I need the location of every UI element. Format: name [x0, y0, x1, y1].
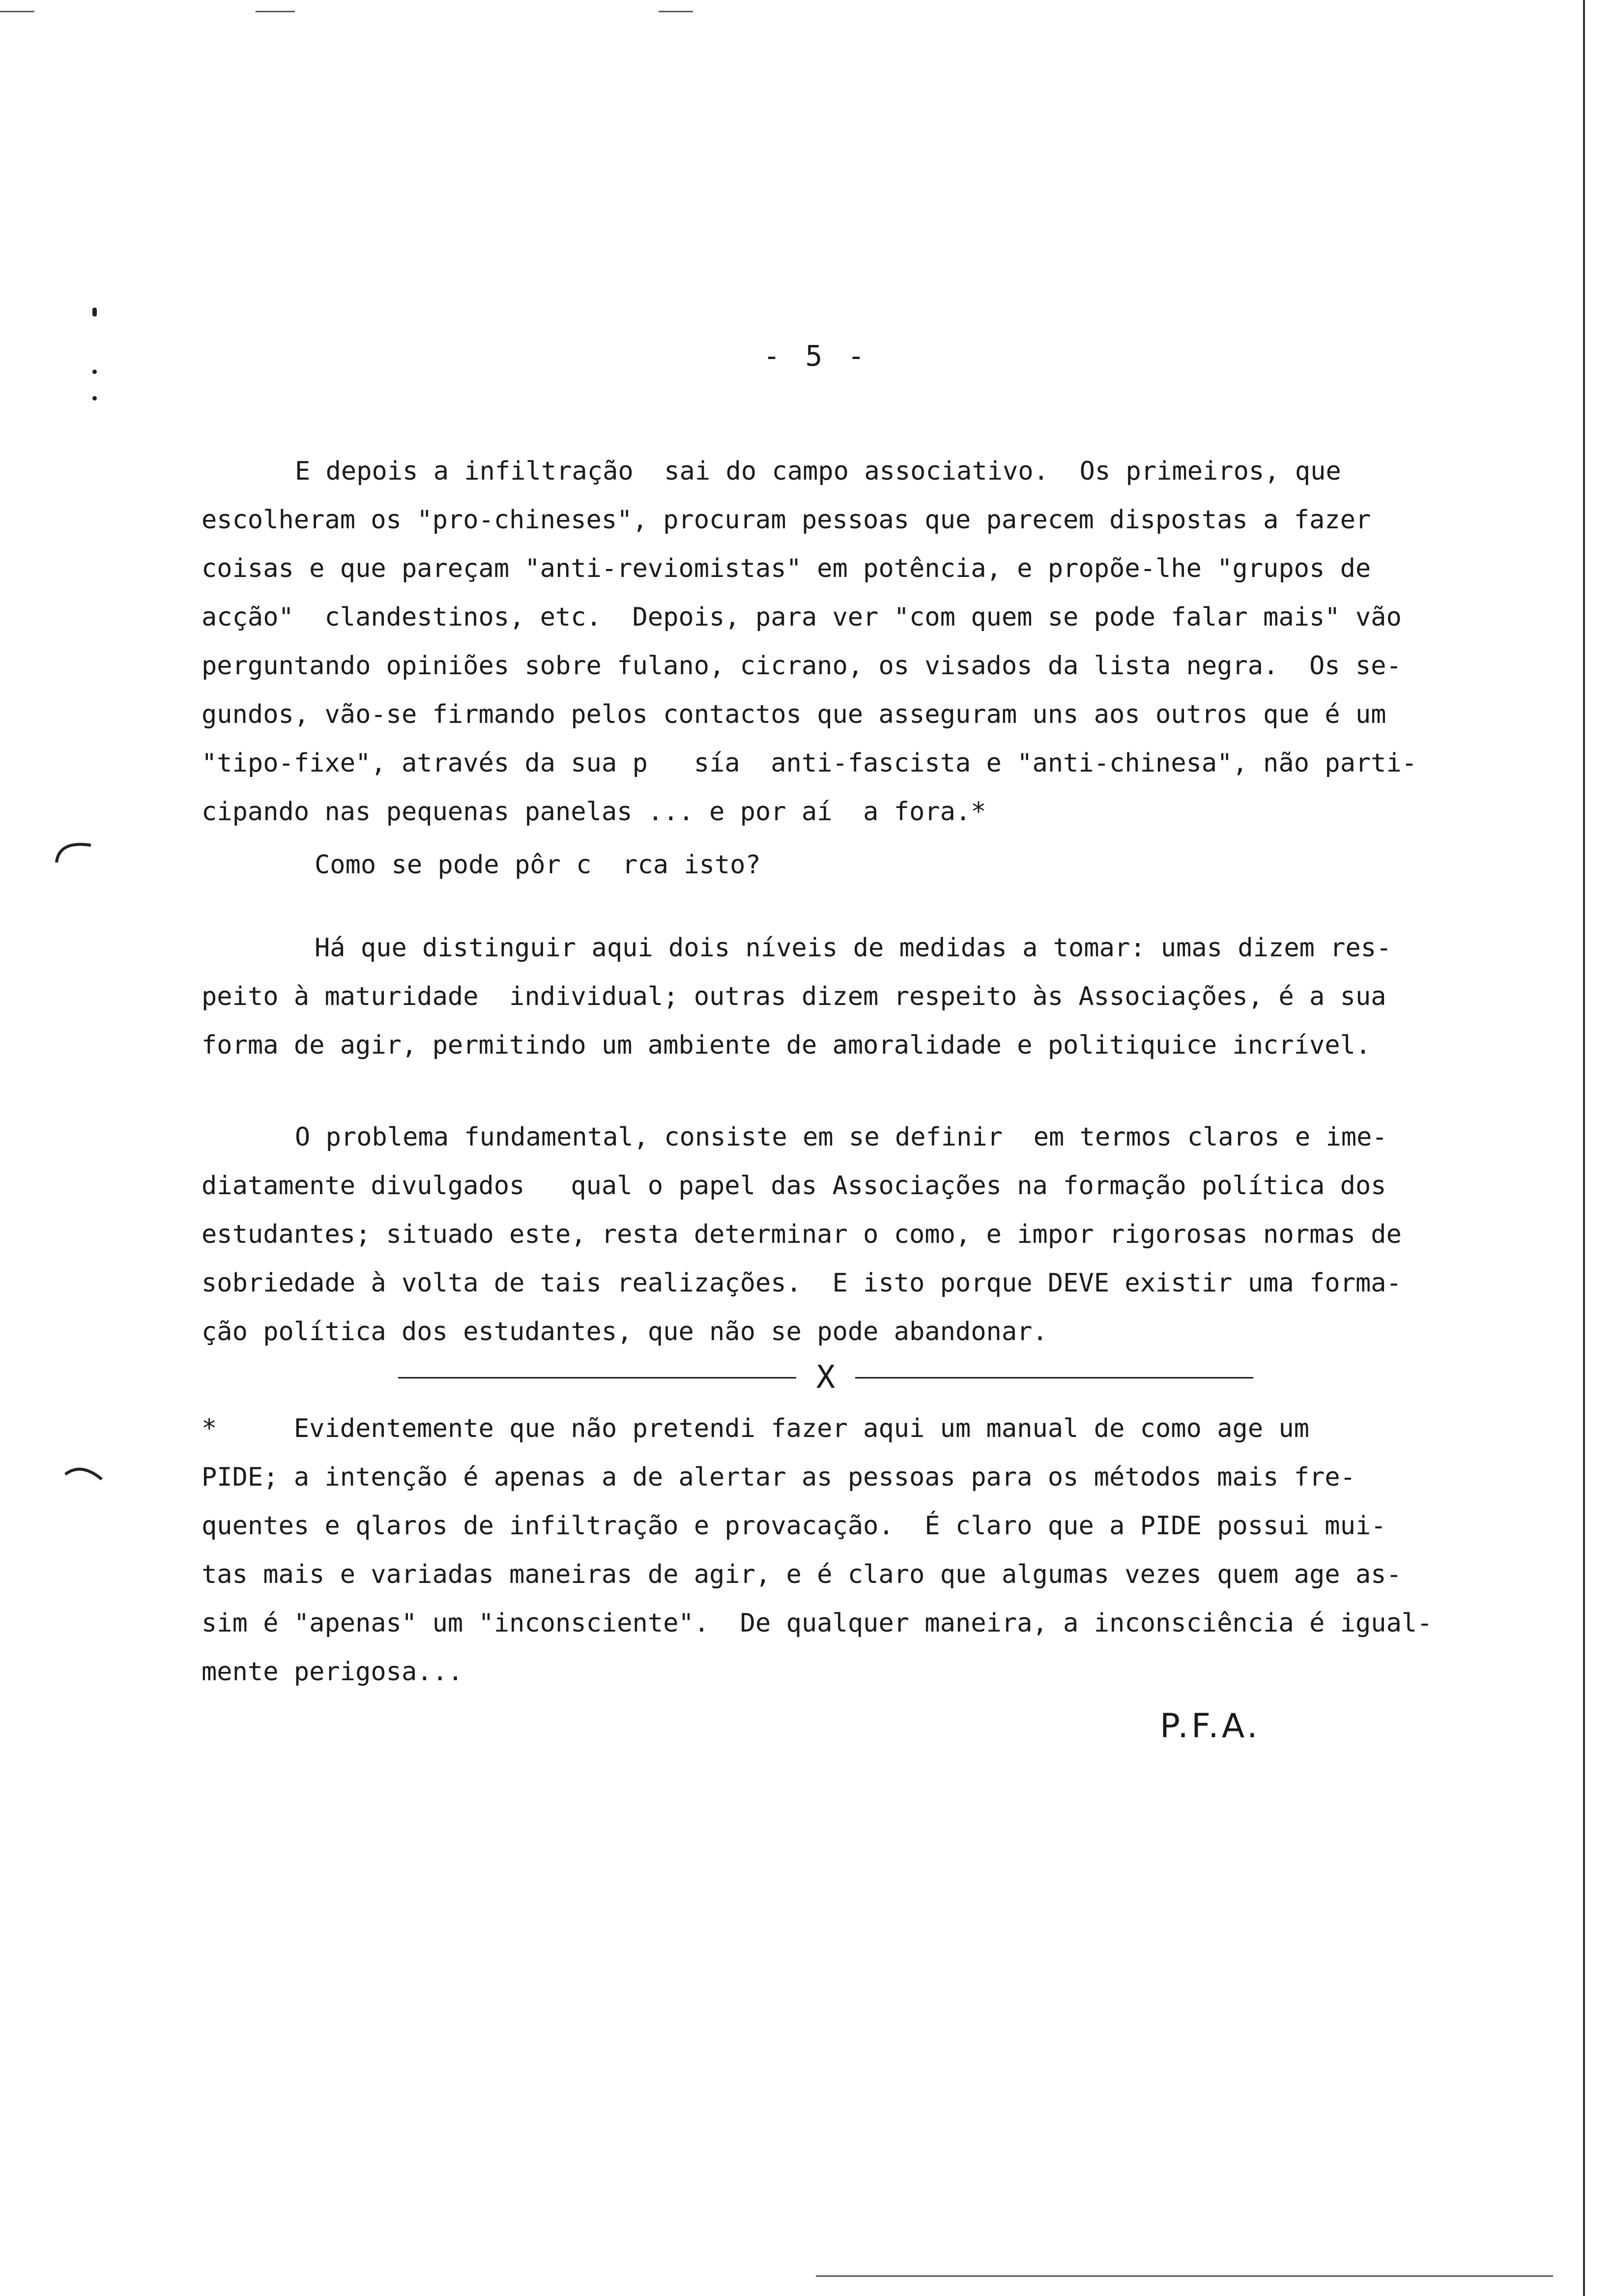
- text-line: peito à maturidade individual; outras dizem respeito às Associações, é a sua: [202, 982, 1386, 1011]
- text-line: Há que distinguir aqui dois níveis de medidas a tomar: umas dizem res-: [315, 933, 1392, 963]
- text-line: acção" clandestinos, etc. Depois, para ver "com quem se pode falar mais" vão: [202, 603, 1402, 632]
- margin-arc-mark: [52, 835, 96, 865]
- signature-text: P.F.A.: [1160, 1707, 1261, 1746]
- footnote-line: PIDE; a intenção é apenas a de alertar as pessoas para os métodos mais fre-: [202, 1463, 1355, 1492]
- separator-x-mark: X: [816, 1359, 835, 1396]
- page-number: - 5 -: [763, 339, 869, 373]
- text-line: O problema fundamental, consiste em se definir em termos claros e ime-: [295, 1122, 1387, 1152]
- footnote-line: * Evidentemente que não pretendi fazer aqui um manual de como age um: [202, 1414, 1310, 1443]
- text-line: gundos, vão-se firmando pelos contactos que asseguram uns aos outros que é um: [202, 700, 1386, 729]
- scan-top-rule: [256, 11, 295, 12]
- scan-top-rule: [659, 11, 693, 12]
- text-line: escolheram os "pro-chineses", procuram pessoas que parecem dispostas a fazer: [202, 505, 1371, 535]
- section-separator: [398, 1360, 1253, 1395]
- text-line: sobriedade à volta de tais realizações. E isto porque DEVE existir uma forma-: [202, 1268, 1402, 1298]
- separator-line: [855, 1377, 1253, 1378]
- signature: [1155, 1698, 1317, 1752]
- text-line: Como se pode pôr c rca isto?: [315, 850, 761, 880]
- text-line: perguntando opiniões sobre fulano, cicrano, os visados da lista negra. Os se-: [202, 651, 1402, 681]
- margin-arc-mark: [61, 1460, 106, 1489]
- footnote: [202, 1405, 1499, 1696]
- footnote-line: tas mais e variadas maneiras de agir, e é claro que algumas vezes quem age as-: [202, 1560, 1402, 1589]
- text-line: coisas e que pareçam "anti-reviomistas" em potência, e propõe-lhe "grupos de: [202, 554, 1371, 583]
- paragraph-fundamental-problem: [202, 1113, 1499, 1356]
- text-line: estudantes; situado este, resta determinar o como, e impor rigorosas normas de: [202, 1220, 1402, 1249]
- margin-dot: [92, 308, 97, 316]
- text-line: E depois a infiltração sai do campo associativo. Os primeiros, que: [295, 457, 1341, 486]
- text-line: "tipo-fixe", através da sua p sía anti-fascista e "anti-chinesa", não parti-: [202, 748, 1417, 778]
- text-line: cipando nas pequenas panelas ... e por aí a fora.*: [202, 797, 986, 827]
- text-line: ção política dos estudantes, que não se pode abandonar.: [202, 1317, 1048, 1347]
- footnote-line: sim é "apenas" um "inconsciente". De qualquer maneira, a inconsciência é igual-: [202, 1608, 1433, 1638]
- scan-edge-line: [1583, 0, 1585, 2296]
- margin-dot: [92, 396, 97, 401]
- text-line: diatamente divulgados qual o papel das Associações na formação política dos: [202, 1171, 1386, 1201]
- paragraph-measures: [202, 924, 1499, 1070]
- text-line: forma de agir, permitindo um ambiente de amoralidade e politiquice incrível.: [202, 1031, 1371, 1060]
- margin-dot: [92, 370, 97, 374]
- separator-line: [398, 1377, 796, 1378]
- question-line: [202, 841, 1499, 890]
- footnote-line: mente perigosa...: [202, 1657, 463, 1687]
- scan-bottom-rule: [816, 2275, 1553, 2277]
- scan-top-rule: [0, 11, 34, 12]
- footnote-line: quentes e qlaros de infiltração e provacação. É claro que a PIDE possui mui-: [202, 1511, 1386, 1541]
- paragraph-infiltration: [202, 447, 1499, 836]
